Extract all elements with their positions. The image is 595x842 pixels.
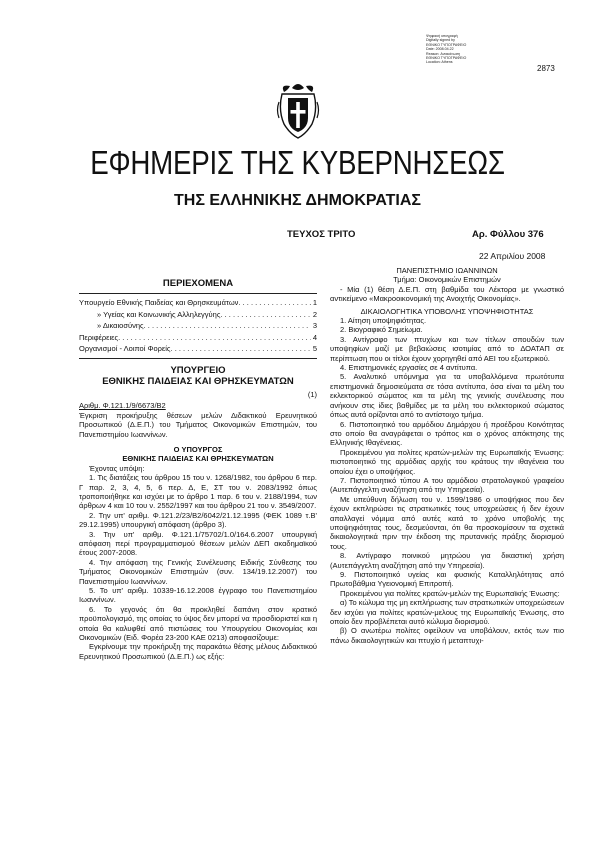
document-item: 4. Επιστημονικές εργασίες σε 4 αντίτυπα.: [340, 363, 478, 373]
toc-row[interactable]: [79, 343, 317, 355]
ministry-title: ΥΠΟΥΡΓΕΙΟ: [170, 364, 226, 376]
legal-point: Εγκρίνουμε την προκήρυξη της παρακάτω θέσης μέλους Διδακτικού Ερευνητικού Προσωπικού (Δ.Ε.Π.) ως εξής:: [79, 642, 317, 661]
stamp-line: Reason: Ανακοίνωση: [426, 51, 460, 56]
document-item: 1. Αίτηση υποψηφιότητας.: [340, 316, 427, 326]
stamp-line: Digitally signed by: [426, 38, 455, 43]
stamp-line: ΕΘΝΙΚΟ ΤΥΠΟΓΡΑΦΕΙΟ: [426, 42, 467, 47]
issue-date: 22 Απριλίου 2008: [479, 251, 546, 261]
toc-label: Περιφέρειες: [79, 332, 119, 342]
toc-page: 2: [312, 309, 317, 319]
legal-point: 2. Την υπ' αριθμ. Φ.121.2/23/Β2/6042/21.12.1995 (ΦΕΚ 1089 τ.Β' 29.12.1995) υπουργική απόφαση (άρθρο 3).: [79, 510, 317, 530]
legal-point: 4. Την απόφαση της Γενικής Συνέλευσης Ειδικής Σύνθεσης του Τμήματος Οικονομικών Επιστημών (συν. 134/19.12.2007) του Πανεπιστημίου Ιωαννίνων.: [79, 557, 317, 586]
intro-text: Έχοντας υπόψη:: [89, 463, 145, 473]
document-item: 5. Αναλυτικό υπόμνημα για τα υποβαλλόμενα πρωτότυπα επιστημονικά δημοσιεύματα σε τόσα αντίτυπα, όσα είναι τα μέλη του εκλεκτορικού σώματος και τα μέλη της γενικής συνέλευσης που ανήκουν στις ίδιες βαθμίδες με τα μέλη του εκλεκτορικού σώματος όπως αυτά ορίζονται από το αντίστοιχο τμήμα.: [330, 372, 564, 420]
document-item: β) Ο ανωτέρω πολίτες οφείλουν να υποβάλουν, εκτός των πιο πάνω δικαιολογητικών και πτυχίο ή μεταπτυχι-: [330, 626, 564, 645]
toc-page: 4: [312, 332, 317, 342]
issue-type: ΤΕΥΧΟΣ ΤΡΙΤΟ: [287, 229, 356, 240]
toc-row[interactable]: [79, 297, 317, 309]
toc-leader: [220, 309, 310, 321]
digital-signature-stamp: [426, 34, 474, 65]
document-item: 9. Πιστοποιητικό υγείας και φυσικής Καταλληλότητας από Πρωτοβάθμια Υγειονομική Επιτροπή.: [330, 570, 564, 589]
toc-label: » Δικαιοσύνης: [97, 321, 144, 331]
department-name: Τμήμα: Οικονομικών Επιστημών: [393, 275, 501, 285]
toc-row[interactable]: [79, 320, 317, 332]
authority-line: ΕΘΝΙΚΗΣ ΠΑΙΔΕΙΑΣ ΚΑΙ ΘΡΗΣΚΕΥΜΑΤΩΝ: [122, 454, 274, 464]
toc-list: [79, 297, 317, 355]
document-item: Προκειμένου για πολίτες κρατών-μελών της Ευρωπαϊκής Ένωσης:: [340, 588, 560, 598]
decision-number: Αριθμ. Φ.121.1/9/6673/Β2: [79, 401, 166, 411]
left-column: [79, 266, 317, 661]
gazette-masthead: ΕΦΗΜΕΡΙΣ ΤΗΣ ΚΥΒΕΡΝΗΣΕΩΣ: [90, 144, 505, 181]
stamp-line: Ψηφιακή υπογραφή: [426, 34, 458, 38]
stamp-line: Date: 2008.04.22: [426, 47, 454, 52]
toc-title: ΠΕΡΙΕΧΟΜΕΝΑ: [162, 278, 234, 289]
toc-leader: [144, 320, 311, 332]
toc-row[interactable]: [79, 332, 317, 344]
document-item: 8. Αντίγραφο ποινικού μητρώου για δικαστική χρήση (Αυτεπάγγελτη αναζήτηση από την Υπηρεσία).: [330, 551, 564, 570]
right-column: [330, 266, 564, 645]
toc-page: 3: [312, 321, 317, 331]
document-item: Προκειμένου για πολίτες κρατών-μελών της Ευρωπαϊκής Ένωσης: πιστοποιητικό της αρμόδιας αρχής του κράτους την ιθαγένεια του οποίου έχει ο υποψήφιος.: [330, 447, 564, 476]
toc-leader: [171, 343, 311, 355]
authority-title: [79, 445, 317, 464]
toc-label: Υπουργείο Εθνικής Παιδείας και Θρησκευμάτων: [79, 298, 239, 308]
toc-leader: [118, 332, 311, 344]
legal-point: 5. Το υπ' αριθμ. 10339-16.12.2008 έγγραφο του Πανεπιστημίου Ιωαννίνων.: [79, 586, 317, 605]
page-number: 2873: [537, 64, 555, 73]
ministry-subtitle: ΕΘΝΙΚΗΣ ΠΑΙΔΕΙΑΣ ΚΑΙ ΘΡΗΣΚΕΥΜΑΤΩΝ: [102, 375, 294, 387]
document-item: 3. Αντίγραφο των πτυχίων και των τίτλων σπουδών των υποψηφίων μαζί με βεβαιώσεις ισοτιμίας από το ΔΟΑΤΑΠ σε περίπτωση που οι τίτλοι έχουν χορηγηθεί από ΑΕΙ του εξωτερικού.: [330, 334, 564, 363]
document-item: 2. Βιογραφικό Σημείωμα.: [340, 325, 423, 335]
authority-line: Ο ΥΠΟΥΡΓΟΣ: [173, 444, 223, 454]
toc-page: 1: [312, 298, 317, 308]
decision-summary: Έγκριση προκήρυξης θέσεων μελών Διδακτικού Ερευνητικού Προσωπικού (Δ.Ε.Π.) του Τμήματος Οικονομικών Επιστημών, του Πανεπιστημίου Ιωαννίνων.: [79, 410, 317, 439]
documents-title: ΔΙΚΑΙΟΛΟΓΗΤΙΚΑ ΥΠΟΒΟΛΗΣ ΥΠΟΨΗΦΙΟΤΗΤΑΣ: [360, 306, 534, 316]
stamp-line: ΕΘΝΙΚΟ ΤΥΠΟΓΡΑΦΕΙΟ: [426, 56, 467, 61]
gazette-subhead: ΤΗΣ ΕΛΛΗΝΙΚΗΣ ΔΗΜΟΚΡΑΤΙΑΣ: [174, 192, 421, 209]
issue-number: Αρ. Φύλλου 376: [472, 229, 544, 240]
decision-ref: (1): [307, 389, 317, 399]
document-item: Με υπεύθυνη δήλωση του ν. 1599/1986 ο υποψήφιος που δεν έχουν εκπληρώσει τις στρατιωτικές τους υποχρεώσεις ή δεν έχουν απαλλαγεί νόμιμα από αυτές κατά το χρόνο υποβολής της υποψηφιότητας τους, δεσμεύονται, ότι θα προσκομίσουν τα σχετικά δικαιολογητικά πριν την έκδοση της πρυτανικής πράξης διορισμού τους.: [330, 494, 564, 551]
legal-point: 3. Την υπ' αριθμ. Φ.121.1/75702/1.0/164.6.2007 υπουργική απόφαση περί προγραμματισμού θέσεων μελών ΔΕΠ ακαδημαϊκού έτους 2007-2008.: [79, 529, 317, 558]
toc-row[interactable]: [79, 309, 317, 321]
document-item: 7. Πιστοποιητικό τύπου Α του αρμόδιου στρατολογικού γραφείου (Αυτεπάγγελτη αναζήτηση από την Υπηρεσία).: [330, 475, 564, 495]
legal-point: 6. Το γεγονός ότι θα προκληθεί δαπάνη στον κρατικό προϋπολογισμό, της οποίας το ύψος δεν μπορεί να προσδιοριστεί και η οποία θα καλυφθεί από πιστώσεις του Υπουργείου Οικονομίας και Οικονομικών (Ειδ. Φορέα 23-200 ΚΑΕ 0213) αποφασίζουμε:: [79, 604, 317, 643]
toc-page: 5: [312, 344, 317, 354]
toc-label: Οργανισμοί - Λοιποί Φορείς: [79, 344, 171, 354]
document-item: 6. Πιστοποιητικό του αρμόδιου Δημάρχου ή προέδρου Κοινότητας στο οποίο θα αναγράφεται ο τρόπος και ο χρόνος απόκτησης της Ελληνικής Ιθαγένειας.: [330, 419, 564, 448]
divider: [79, 358, 317, 359]
divider: [79, 293, 317, 294]
university-name: ΠΑΝΕΠΙΣΤΗΜΙΟ ΙΩΑΝΝΙΝΩΝ: [396, 266, 498, 275]
greek-coat-of-arms-icon: [274, 80, 322, 140]
toc-label: » Υγείας και Κοινωνικής Αλληλεγγύης: [97, 309, 221, 319]
document-item: α) Το κώλυμα της μη εκπλήρωσης των στρατιωτικών υποχρεώσεων δεν ισχύει για πολίτες κρατών-μελους της Ευρωπαϊκής Ένωσης, στο οποίο δεν προβλέπεται αυτό κώλυμα διορισμού.: [330, 598, 565, 627]
toc-leader: [238, 297, 310, 309]
position-text: - Μία (1) θέση Δ.Ε.Π. στη βαθμίδα του Λέκτορα με γνωστικό αντικείμενο «Μακροοικονομική της Ανοιχτής Οικονομίας».: [330, 284, 564, 304]
stamp-line: Location: Athens: [426, 60, 453, 65]
legal-point: 1. Τις διατάξεις του άρθρου 15 του ν. 1268/1982, του άρθρου 6 περ. Γ παρ. 2, 3, 4, 5, 6 περ. Δ, Ε, ΣΤ του ν. 2083/1992 όπως τροποποιήθηκε και ισχύει με το άρθρο 1 παρ. 6 του ν. 2188/1994, των άρθρων 4 και 10 του ν. 2552/1997 και του άρθρου 21 του ν. 3549/2007.: [79, 473, 317, 511]
